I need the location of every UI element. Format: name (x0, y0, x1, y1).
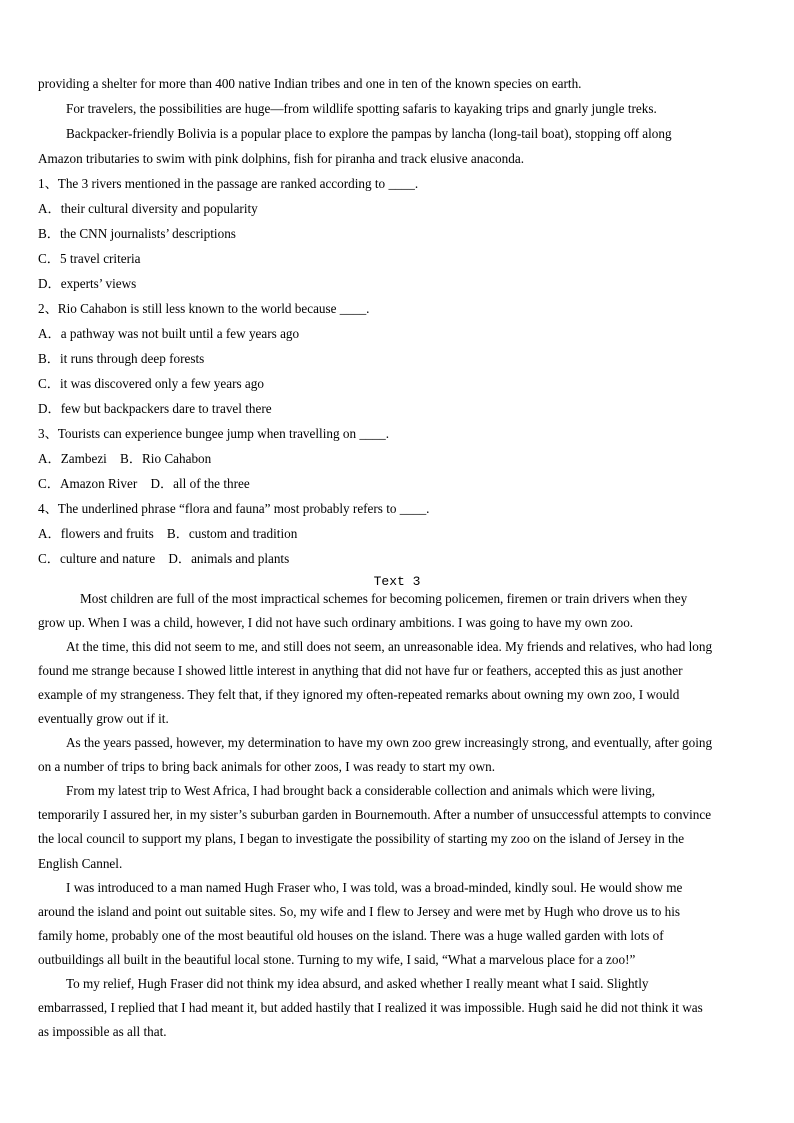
text-line: 1、The 3 rivers mentioned in the passage are ranked according to ____. (38, 176, 419, 191)
text-line: As the years passed, however, my determination to have my own zoo grew increasingly strong, and eventually, after going (66, 735, 713, 751)
text-line: the local council to support my plans, I began to investigate the possibility of starting my zoo on the island of Jersey in the (38, 831, 685, 847)
text-line: From my latest trip to West Africa, I had brought back a considerable collection and animals which were living, (66, 783, 656, 799)
text-line: family home, probably one of the most beautiful old houses on the island. There was a huge walled garden with lots of (38, 927, 664, 943)
text-line: as impossible as all that. (38, 1023, 167, 1039)
text-line: A．a pathway was not built until a few years ago (38, 326, 300, 341)
text-line: example of my strangeness. They felt that, if they ignored my often-repeated remarks about owning my own zoo, I would (38, 687, 680, 703)
text-line: Amazon tributaries to swim with pink dolphins, fish for piranha and track elusive anaconda. (38, 151, 524, 166)
text-line: D．few but backpackers dare to travel there (38, 401, 272, 416)
text-line: temporarily I assured her, in my sister’s suburban garden in Bournemouth. After a number of unsuccessful attempts to convince (38, 807, 712, 823)
text-line: around the island and point out suitable sites. So, my wife and I flew to Jersey and were met by Hugh who drove us to his (38, 903, 681, 919)
text-line: C．culture and nature D．animals and plants (38, 551, 290, 566)
text3-heading: Text 3 (373, 574, 421, 589)
text-line: found me strange because I showed little interest in anything that did not have fur or feathers, accepted this as just another (38, 663, 683, 679)
questions-section (38, 75, 758, 575)
text-line: For travelers, the possibilities are huge—from wildlife spotting safaris to kayaking trips and gnarly jungle treks. (66, 101, 657, 116)
text-line: embarrassed, I replied that I had meant it, but added hastily that I realized it was impossible. Hugh said he did not think it was (38, 999, 703, 1015)
text-line: C．5 travel criteria (38, 251, 141, 266)
text-line: D．experts’ views (38, 276, 137, 291)
text-line: C．it was discovered only a few years ago (38, 376, 264, 391)
text-line: C．Amazon River D．all of the three (38, 476, 250, 491)
text-line: A．flowers and fruits B．custom and tradition (38, 526, 298, 541)
text-line: To my relief, Hugh Fraser did not think my idea absurd, and asked whether I really meant what I said. Slightly (66, 975, 649, 991)
text-line: outbuildings all built in the beautiful local stone. Turning to my wife, I said, “What a marvelous place for a zoo!” (38, 951, 636, 967)
text-line: A．Zambezi B．Rio Cahabon (38, 451, 212, 466)
text-line: Most children are full of the most impractical schemes for becoming policemen, firemen or train drivers when they (80, 591, 688, 606)
text-line: Backpacker-friendly Bolivia is a popular place to explore the pampas by lancha (long-tail boat), stopping off along (66, 126, 672, 141)
text-line: providing a shelter for more than 400 native Indian tribes and one in ten of the known species on earth. (38, 76, 582, 91)
text-line: A．their cultural diversity and popularity (38, 201, 258, 216)
text-line: B．it runs through deep forests (38, 351, 205, 366)
text-line: English Cannel. (38, 855, 123, 871)
text-line: I was introduced to a man named Hugh Fraser who, I was told, was a broad-minded, kindly soul. He would show me (66, 879, 683, 895)
text-line: grow up. When I was a child, however, I did not have such ordinary ambitions. I was going to have my own zoo. (38, 615, 634, 631)
text-line: 3、Tourists can experience bungee jump when travelling on ____. (38, 426, 390, 441)
text-line: B．the CNN journalists’ descriptions (38, 226, 236, 241)
text-line: 2、Rio Cahabon is still less known to the world because ____. (38, 301, 370, 316)
text-line: 4、The underlined phrase “flora and fauna” most probably refers to ____. (38, 501, 430, 516)
text-line: At the time, this did not seem to me, and still does not seem, an unreasonable idea. My friends and relatives, who had long (66, 639, 713, 655)
text-line: on a number of trips to bring back animals for other zoos, I was ready to start my own. (38, 759, 496, 775)
text-line: eventually grow out if it. (38, 711, 169, 727)
text3-passage (38, 590, 758, 1047)
